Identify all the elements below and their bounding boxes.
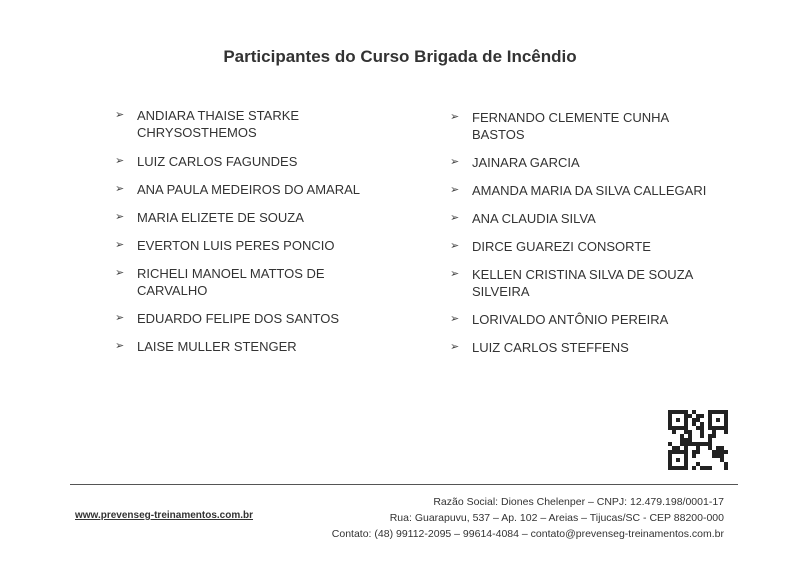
participant-item: [450, 238, 651, 255]
participant-name-line: FERNANDO CLEMENTE CUNHA: [472, 110, 670, 125]
arrow-bullet-icon: ➢: [115, 211, 125, 223]
participant-item: [115, 338, 297, 355]
participant-name-line: ANA CLAUDIA SILVA: [472, 211, 596, 226]
participant-name-line: ANA PAULA MEDEIROS DO AMARAL: [137, 182, 360, 197]
qr-code: [668, 410, 728, 470]
participant-name-line: KELLEN CRISTINA SILVA DE SOUZA: [472, 267, 694, 282]
arrow-bullet-icon: ➢: [450, 268, 460, 280]
participant-item: [115, 237, 334, 254]
arrow-bullet-icon: ➢: [115, 267, 125, 279]
participant-item: [450, 154, 580, 171]
arrow-bullet-icon: ➢: [115, 183, 125, 195]
participant-item: [450, 311, 668, 328]
page-title: Participantes do Curso Brigada de Incêndio: [223, 47, 577, 66]
participant-name-line: CARVALHO: [137, 283, 208, 298]
participant-item: [115, 107, 299, 141]
participant-name-line: ANDIARA THAISE STARKE: [137, 108, 300, 123]
participant-item: [450, 109, 669, 143]
arrow-bullet-icon: ➢: [115, 239, 125, 251]
company-contact-block: [332, 494, 724, 542]
participant-item: [115, 181, 360, 198]
participant-name-line: BASTOS: [472, 127, 525, 142]
participant-name-line: LUIZ CARLOS FAGUNDES: [137, 154, 298, 169]
participant-name-line: MARIA ELIZETE DE SOUZA: [137, 210, 304, 225]
arrow-bullet-icon: ➢: [450, 212, 460, 224]
participant-item: [115, 153, 297, 170]
participant-item: [450, 182, 706, 199]
address-line: Rua: Guarapuvu, 537 – Ap. 102 – Areias – Tijucas/SC - CEP 88200-000: [389, 512, 724, 524]
participant-item: [450, 266, 693, 300]
razao-social-line: Razão Social: Diones Chelenper – CNPJ: 12.479.198/0001-17: [433, 496, 724, 508]
participant-name-line: AMANDA MARIA DA SILVA CALLEGARI: [472, 183, 707, 198]
participant-name-line: EVERTON LUIS PERES PONCIO: [137, 238, 335, 253]
arrow-bullet-icon: ➢: [115, 312, 125, 324]
arrow-bullet-icon: ➢: [450, 240, 460, 252]
participant-name-line: CHRYSOSTHEMOS: [137, 125, 257, 140]
arrow-bullet-icon: ➢: [450, 111, 460, 123]
participant-name-line: RICHELI MANOEL MATTOS DE: [137, 266, 325, 281]
arrow-bullet-icon: ➢: [450, 184, 460, 196]
participant-name-line: LUIZ CARLOS STEFFENS: [472, 340, 629, 355]
participant-item: [115, 209, 304, 226]
participant-item: [115, 265, 325, 299]
arrow-bullet-icon: ➢: [450, 341, 460, 353]
arrow-bullet-icon: ➢: [450, 156, 460, 168]
participant-name-line: LAISE MULLER STENGER: [137, 339, 297, 354]
website-link[interactable]: www.prevenseg-treinamentos.com.br: [75, 510, 254, 521]
participant-item: [450, 210, 596, 227]
contact-line: Contato: (48) 99112-2095 – 99614-4084 – contato@prevenseg-treinamentos.com.br: [331, 528, 724, 540]
participant-item: [115, 310, 339, 327]
arrow-bullet-icon: ➢: [115, 109, 125, 121]
participant-item: [450, 339, 629, 356]
participant-name-line: LORIVALDO ANTÔNIO PEREIRA: [472, 312, 669, 327]
footer-divider: [70, 484, 738, 485]
arrow-bullet-icon: ➢: [115, 155, 125, 167]
participant-name-line: SILVEIRA: [472, 284, 530, 299]
arrow-bullet-icon: ➢: [450, 313, 460, 325]
participant-name-line: JAINARA GARCIA: [472, 155, 580, 170]
participant-name-line: EDUARDO FELIPE DOS SANTOS: [137, 311, 340, 326]
participant-name-line: DIRCE GUAREZI CONSORTE: [472, 239, 651, 254]
arrow-bullet-icon: ➢: [115, 340, 125, 352]
